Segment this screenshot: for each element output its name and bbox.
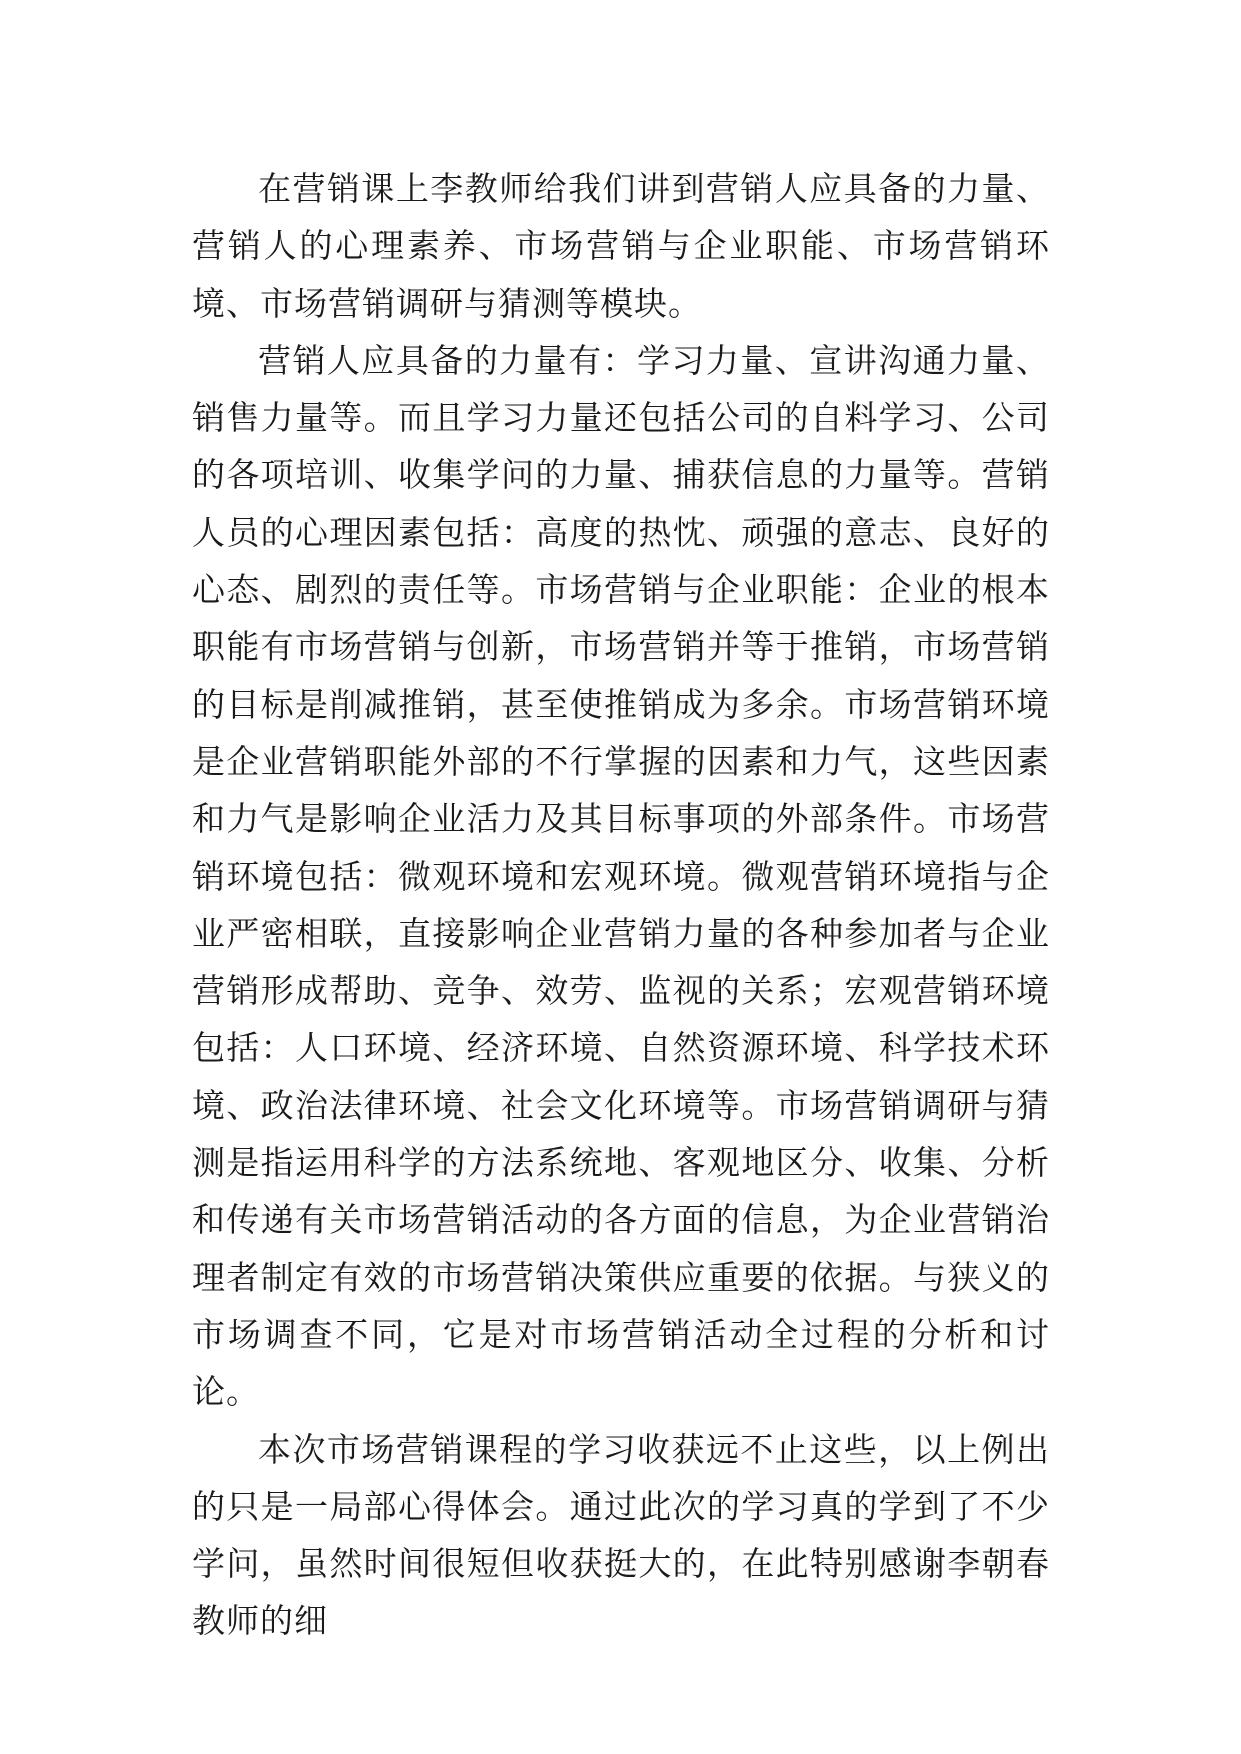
document-body	[192, 160, 1050, 1650]
paragraph-marketing-content: 营销人应具备的力量有：学习力量、宣讲沟通力量、销售力量等。而且学习力量还包括公司的自料学习、公司的各项培训、收集学问的力量、捕获信息的力量等。营销人员的心理因素包括：高度的热忱、顽强的意志、良好的心态、剧烈的责任等。市场营销与企业职能：企业的根本职能有市场营销与创新，市场营销并等于推销，市场营销的目标是削减推销，甚至使推销成为多余。市场营销环境是企业营销职能外部的不行掌握的因素和力气，这些因素和力气是影响企业活力及其目标事项的外部条件。市场营销环境包括：微观环境和宏观环境。微观营销环境指与企业严密相联，直接影响企业营销力量的各种参加者与企业营销形成帮助、竞争、效劳、监视的关系；宏观营销环境包括：人口环境、经济环境、自然资源环境、科学技术环境、政治法律环境、社会文化环境等。市场营销调研与猜测是指运用科学的方法系统地、客观地区分、收集、分析和传递有关市场营销活动的各方面的信息，为企业营销治理者制定有效的市场营销决策供应重要的依据。与狭义的市场调查不同，它是对市场营销活动全过程的分析和讨论。	[192, 340, 1050, 1412]
paragraph-course-topics: 在营销课上李教师给我们讲到营销人应具备的力量、营销人的心理素养、市场营销与企业职能、市场营销环境、市场营销调研与猜测等模块。	[192, 169, 1050, 323]
paragraph-reflection: 本次市场营销课程的学习收获远不止这些，以上例出的只是一局部心得体会。通过此次的学习真的学到了不少学问，虽然时间很短但收获挺大的，在此特别感谢李朝春教师的细	[192, 1429, 1050, 1641]
